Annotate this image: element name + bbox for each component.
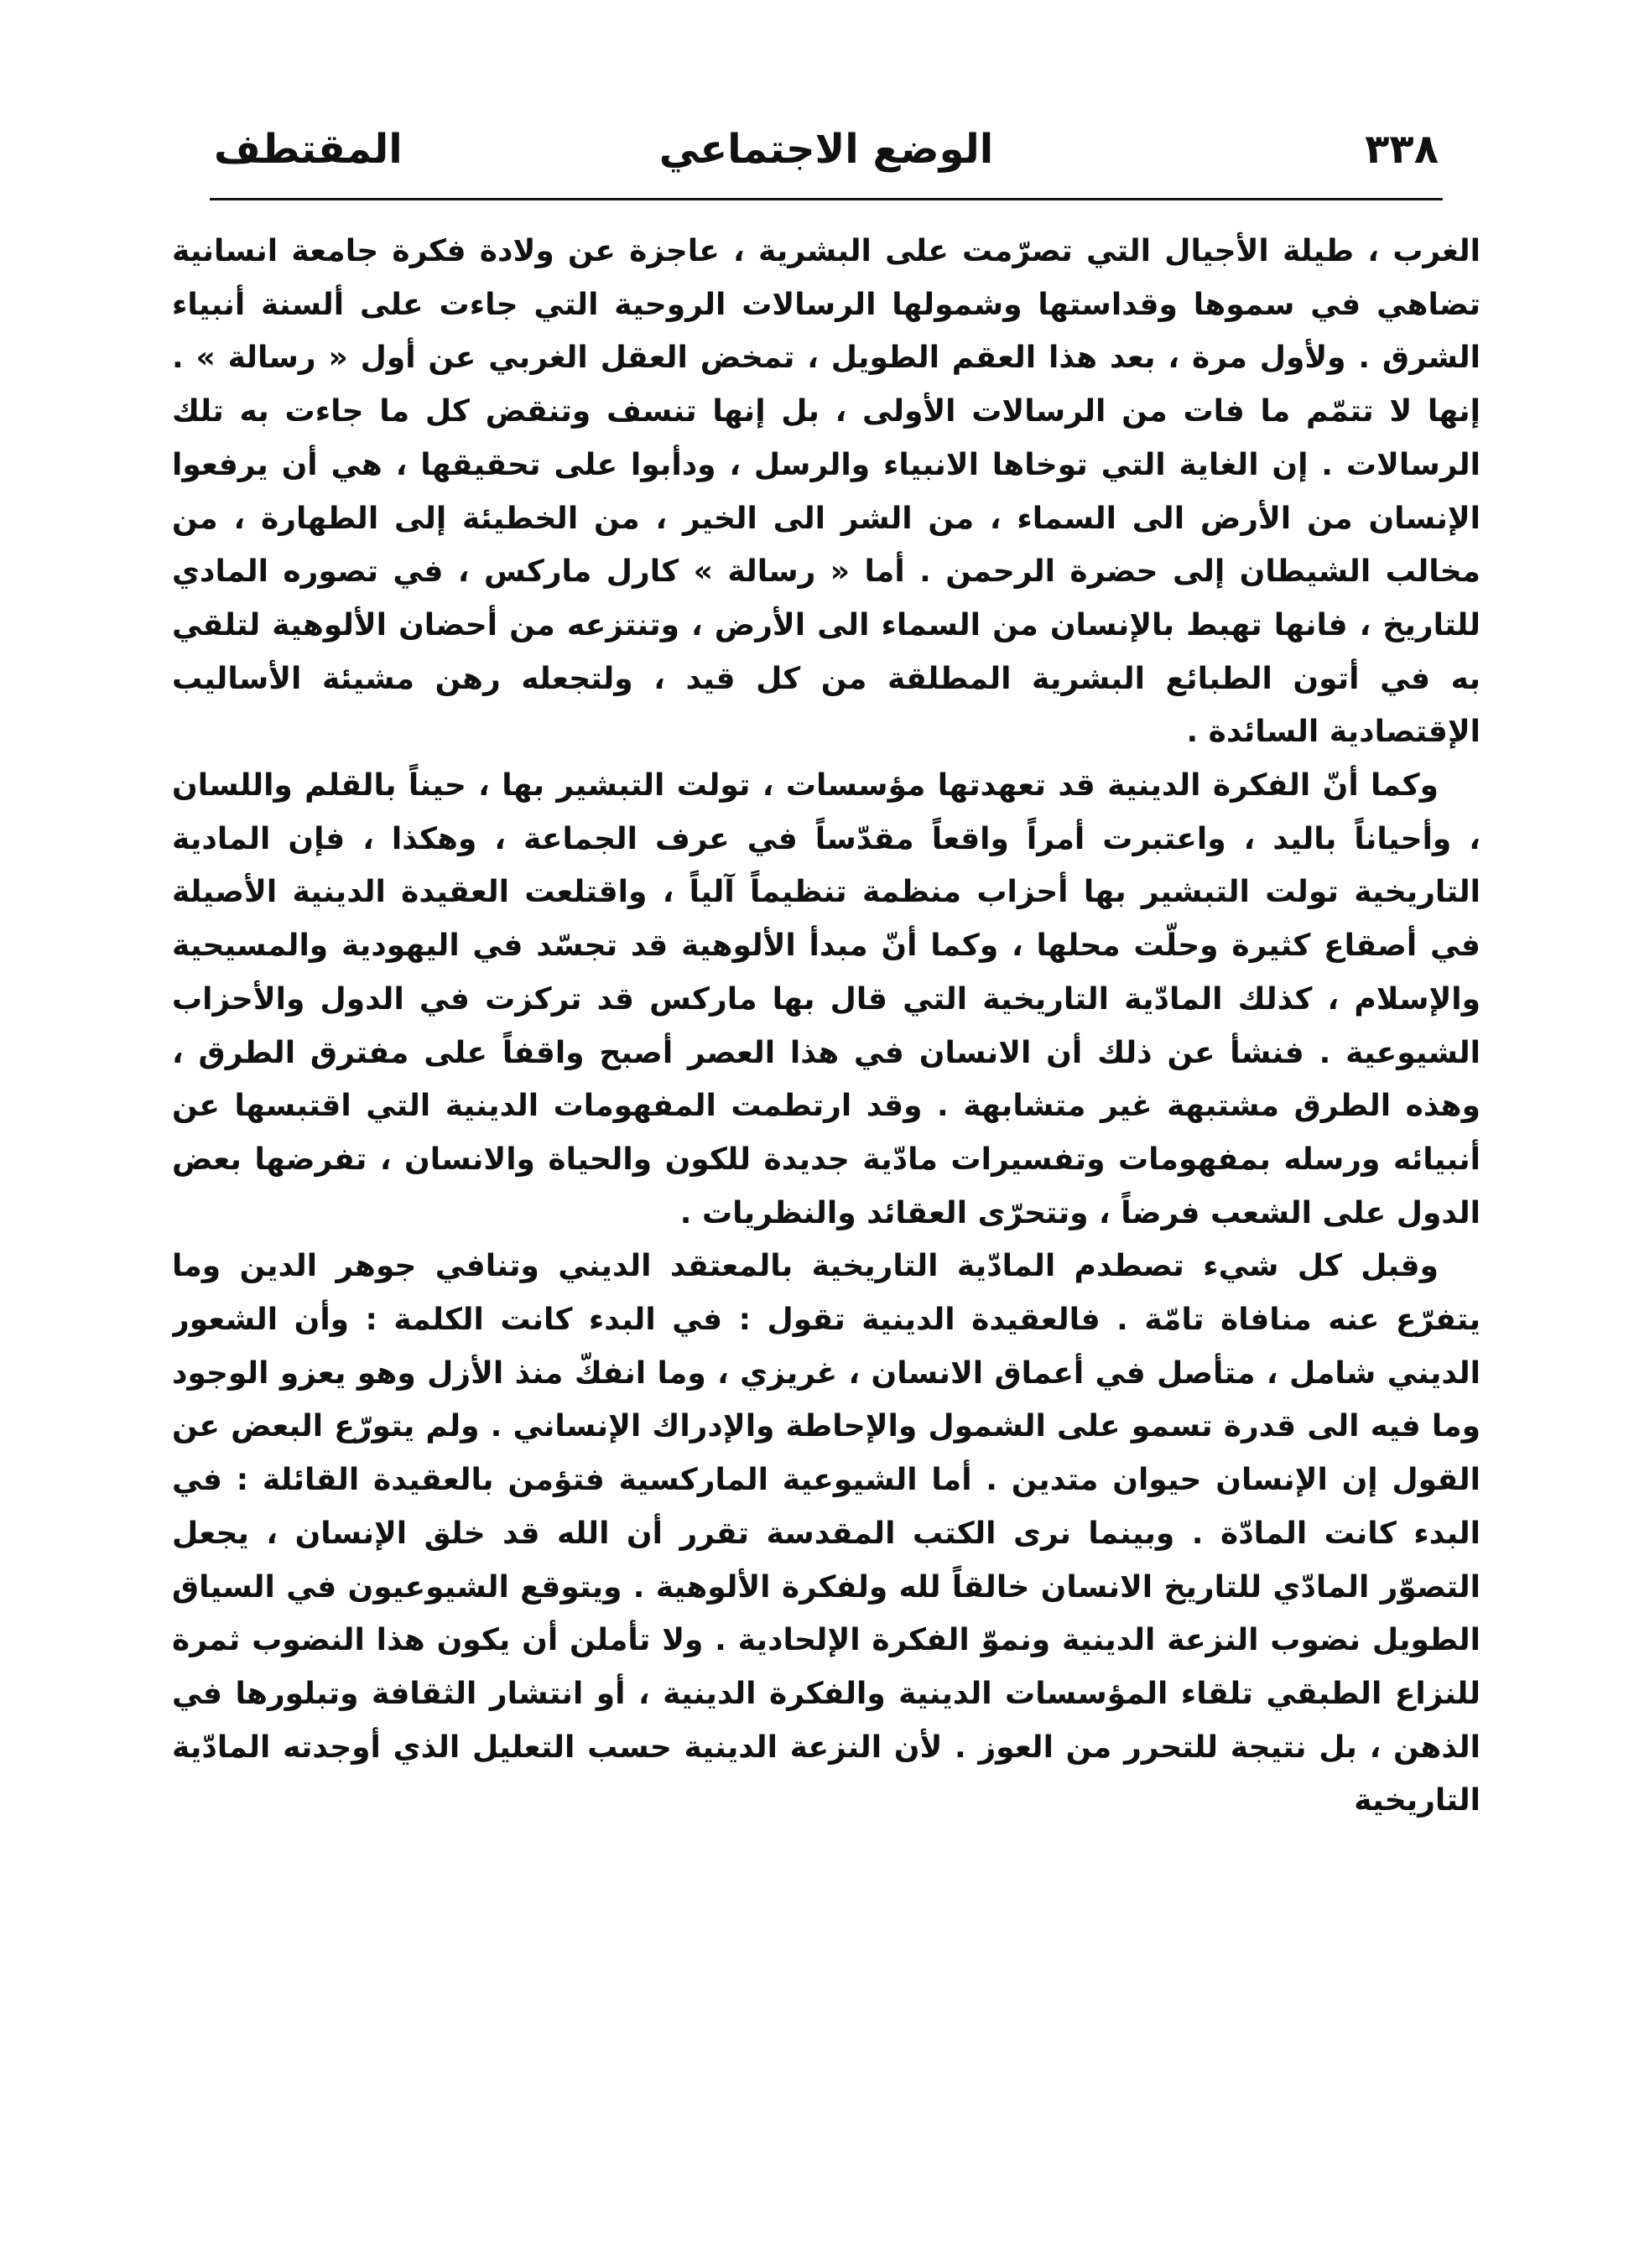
header-rule [210,198,1443,200]
article-body [172,225,1480,2221]
running-title: الوضع الاجتماعي [658,126,994,173]
page-number: ٣٣٨ [1365,126,1439,173]
page-header [214,116,1439,183]
paragraph-2: وكما أنّ الفكرة الدينية قد تعهدتها مؤسسات ، تولت التبشير بها ، حيناً بالقلم واللسان ، وأحياناً باليد ، واعتبرت أمراً واقعاً مقدّساً في عرف الجماعة ، وهكذا ، فإن المادية التاريخية تولت التبشير بها أحزاب منظمة تنظيماً آلياً ، واقتلعت العقيدة الدينية الأصيلة في أصقاع كثيرة وحلّت محلها ، وكما أنّ مبدأ الألوهية قد تجسّد في اليهودية والمسيحية والإسلام ، كذلك المادّية التاريخية التي قال بها ماركس قد تركزت في الدول والأحزاب الشيوعية . فنشأ عن ذلك أن الانسان في هذا العصر أصبح واقفاً على مفترق الطرق ، وهذه الطرق مشتبهة غير متشابهة . وقد ارتطمت المفهومات الدينية التي اقتبسها عن أنبيائه ورسله بمفهومات وتفسيرات مادّية جديدة للكون والحياة والانسان ، تفرضها بعض الدول على الشعب فرضاً ، وتتحرّى العقائد والنظريات . [172,768,1480,1230]
journal-name: المقتطف [214,126,403,173]
paragraph-3: وقبل كل شيء تصطدم المادّية التاريخية بالمعتقد الديني وتنافي جوهر الدين وما يتفرّع عنه منافاة تامّة . فالعقيدة الدينية تقول : في البدء كانت الكلمة : وأن الشعور الديني شامل ، متأصل في أعماق الانسان ، غريزي ، وما انفكّ منذ الأزل وهو يعزو الوجود وما فيه الى قدرة تسمو على الشمول والإحاطة والإدراك الإنساني . ولم يتورّع البعض عن القول إن الإنسان حيوان متدين . أما الشيوعية الماركسية فتؤمن بالعقيدة القائلة : في البدء كانت المادّة . وبينما نرى الكتب المقدسة تقرر أن الله قد خلق الإنسان ، يجعل التصوّر المادّي للتاريخ الانسان خالقاً لله ولفكرة الألوهية . ويتوقع الشيوعيون في السياق الطويل نضوب النزعة الدينية ونموّ الفكرة الإلحادية . ولا تأملن أن يكون هذا النضوب ثمرة للنزاع الطبقي تلقاء المؤسسات الدينية والفكرة الدينية ، أو انتشار الثقافة وتبلورها في الذهن ، بل نتيجة للتحرر من العوز . لأن النزعة الدينية حسب التعليل الذي أوجدته المادّية التاريخية [172,1249,1480,1818]
paragraph-1: الغرب ، طيلة الأجيال التي تصرّمت على البشرية ، عاجزة عن ولادة فكرة جامعة انسانية تضاهي في سموها وقداستها وشمولها الرسالات الروحية التي جاءت على ألسنة أنبياء الشرق . ولأول مرة ، بعد هذا العقم الطويل ، تمخض العقل الغربي عن أول « رسالة » . إنها لا تتمّم ما فات من الرسالات الأولى ، بل إنها تنسف وتنقض كل ما جاءت به تلك الرسالات . إن الغاية التي توخاها الانبياء والرسل ، ودأبوا على تحقيقها ، هي أن يرفعوا الإنسان من الأرض الى السماء ، من الشر الى الخير ، من الخطيئة إلى الطهارة ، من مخالب الشيطان إلى حضرة الرحمن . أما « رسالة » كارل ماركس ، في تصوره المادي للتاريخ ، فانها تهبط بالإنسان من السماء الى الأرض ، وتنتزعه من أحضان الألوهية لتلقي به في أتون الطبائع البشرية المطلقة من كل قيد ، ولتجعله رهن مشيئة الأساليب الإقتصادية السائدة . [172,234,1480,750]
